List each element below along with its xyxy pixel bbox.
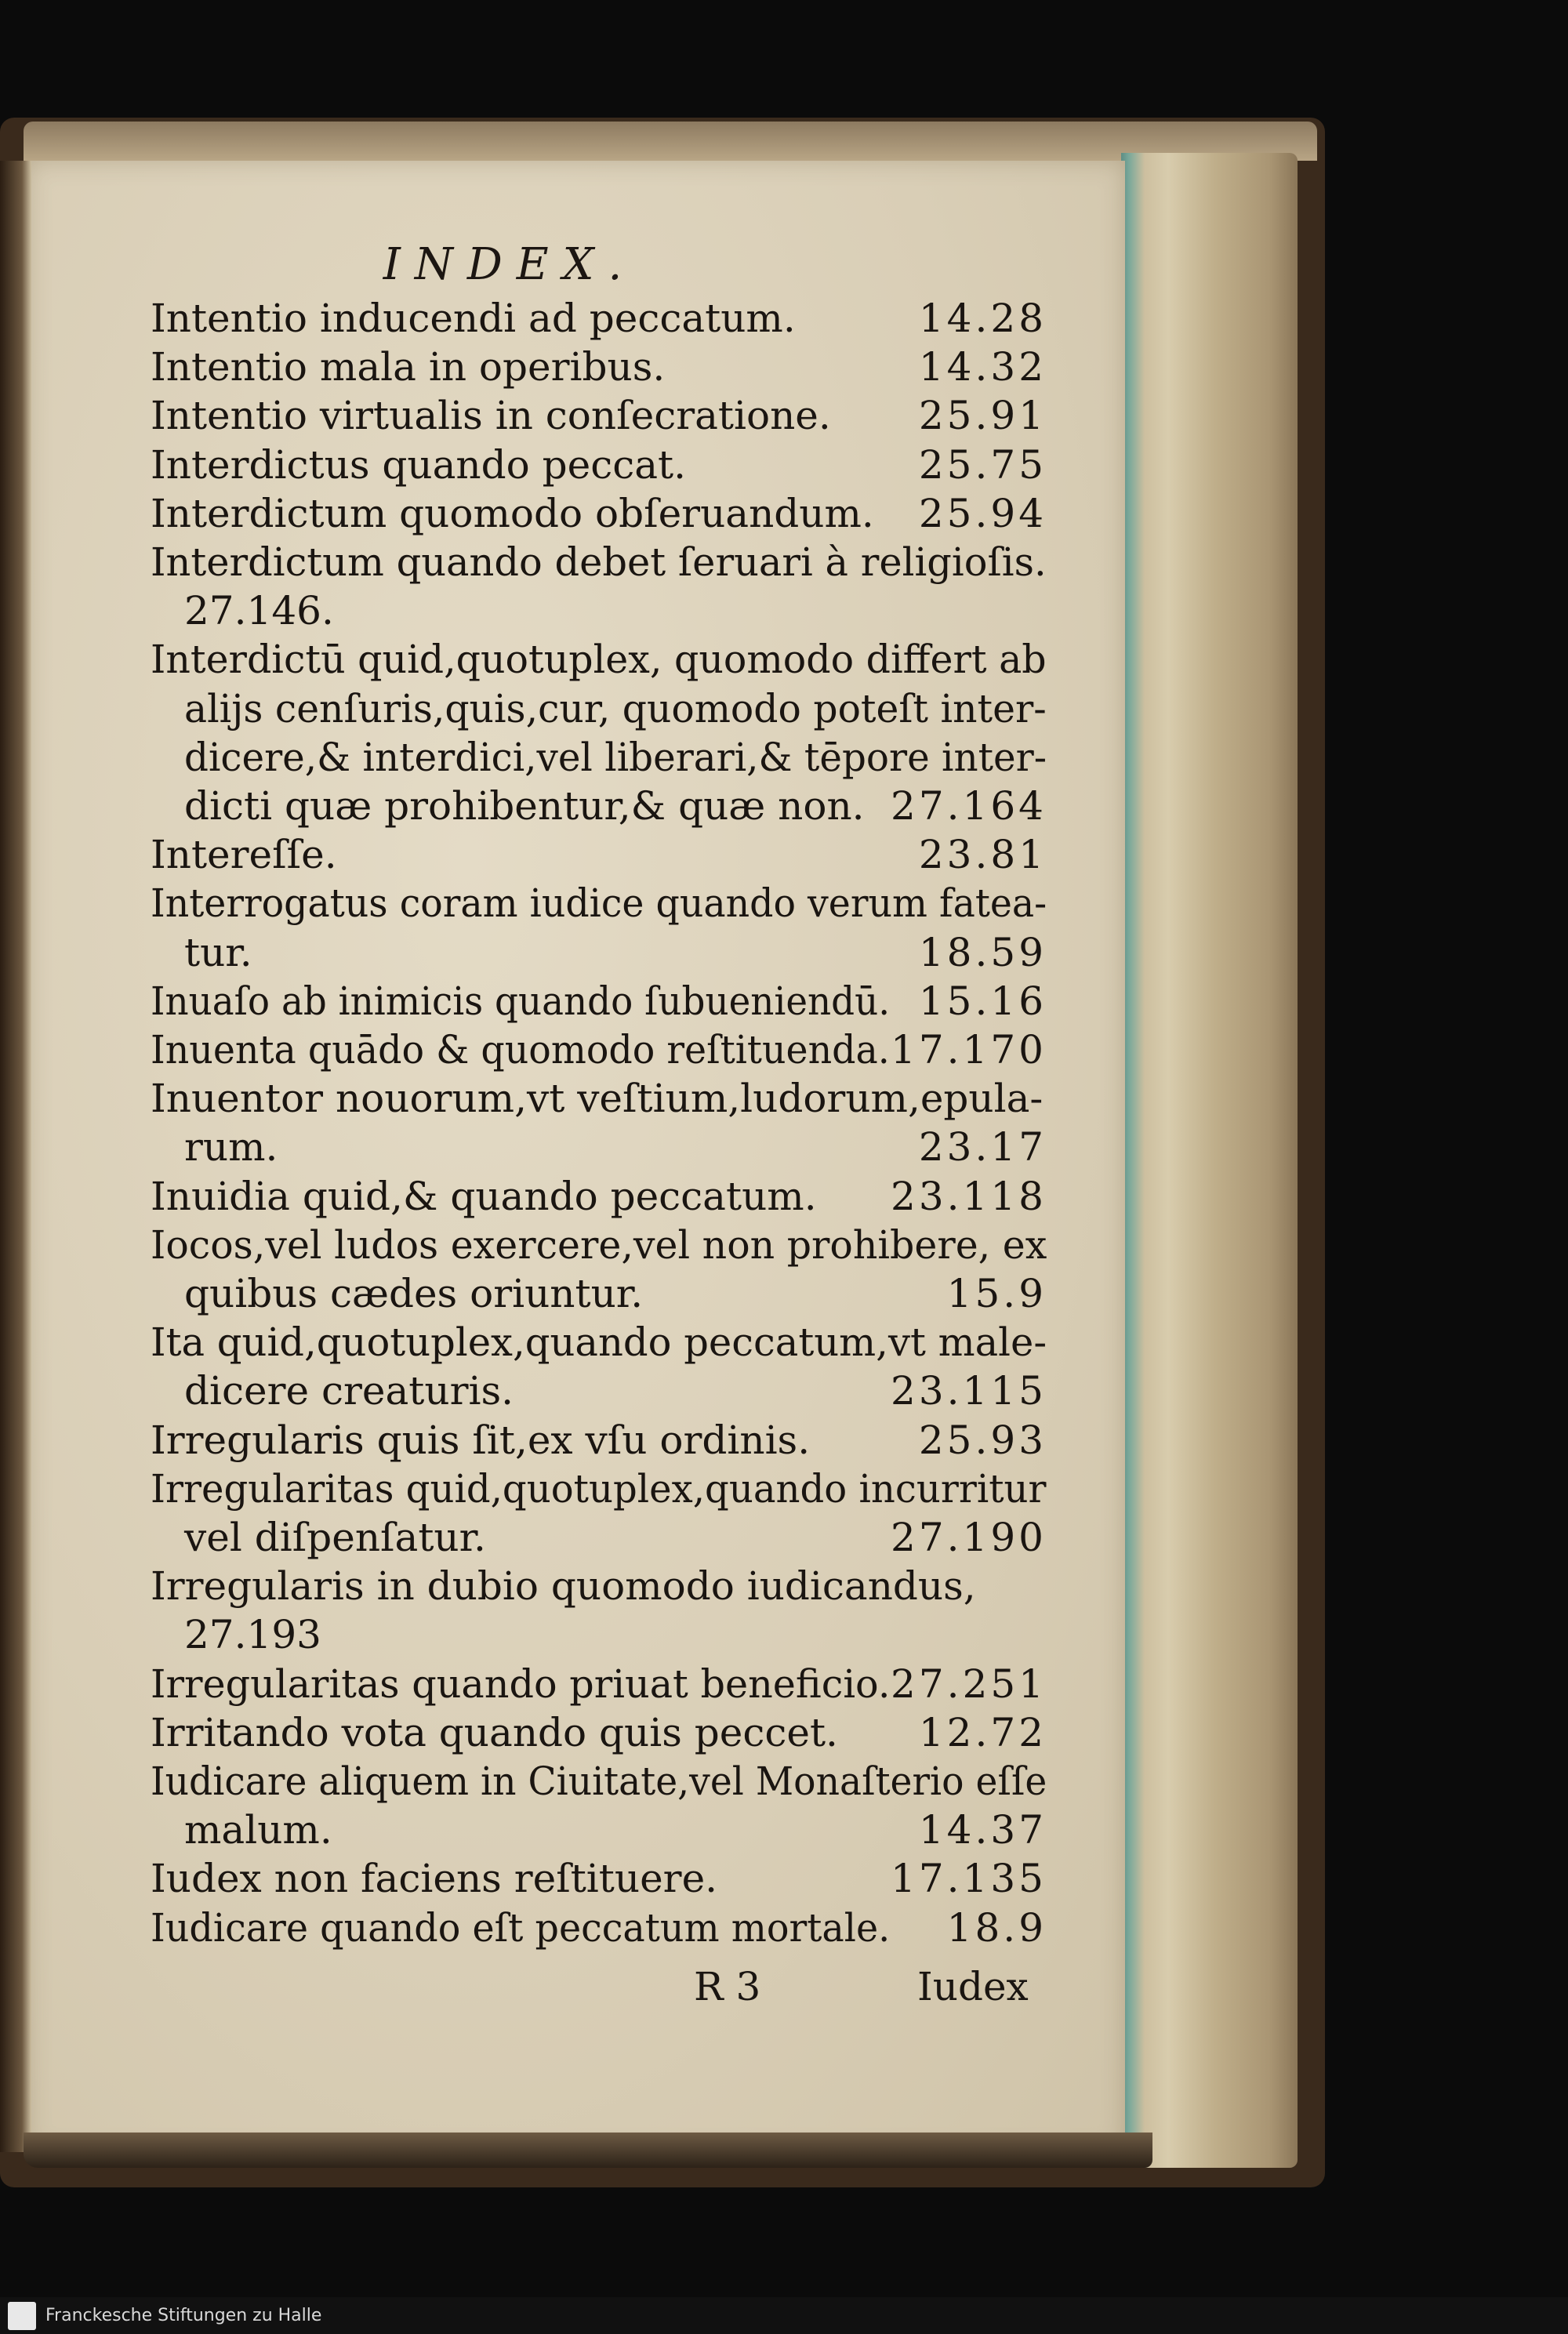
entry-text: Interdictus quando peccat. xyxy=(151,441,687,488)
index-entry xyxy=(151,879,1047,927)
catchword: Iudex xyxy=(917,1964,1029,2009)
index-entry xyxy=(151,1416,1047,1465)
index-entry xyxy=(151,1221,1047,1269)
entry-text: Ita quid,quotuplex,quando peccatum,vt male- xyxy=(151,1319,1047,1366)
index-entry xyxy=(151,441,1047,489)
index-entry xyxy=(151,977,1047,1025)
entry-text: Irritando vota quando quis peccet. xyxy=(151,1709,838,1755)
index-entry xyxy=(151,635,1047,684)
entry-page-ref: 25.94 xyxy=(918,490,1047,536)
index-entry xyxy=(151,1172,1047,1221)
entry-text: Interdictum quando debet ſeruari à religioſis. xyxy=(151,539,1047,585)
entry-text: Irregularis quis ſit,ex vſu ordinis. xyxy=(151,1417,811,1463)
page-stack-edge xyxy=(1121,153,1298,2168)
institution-logo xyxy=(8,2302,36,2330)
entry-text: Irregularitas quando priuat beneficio. xyxy=(151,1661,891,1707)
entry-page-ref: 14.32 xyxy=(918,344,1047,390)
entry-text: quibus cædes oriuntur. xyxy=(184,1271,644,1316)
entry-page-ref: 15.9 xyxy=(946,1271,1047,1316)
index-entry xyxy=(151,1708,1047,1757)
entry-text: tur. xyxy=(184,929,252,975)
index-entry xyxy=(184,1269,1047,1318)
entry-text: alijs cenſuris,quis,cur, quomodo poteſt inter- xyxy=(184,685,1047,731)
entry-text: Intentio virtualis in conſecratione. xyxy=(151,393,831,439)
entry-page-ref: 14.28 xyxy=(918,296,1047,341)
index-entry xyxy=(184,1367,1047,1415)
entry-page-ref: 23.17 xyxy=(918,1124,1047,1171)
credit-text: Franckesche Stiftungen zu Halle xyxy=(45,2306,322,2325)
index-entry xyxy=(184,1123,1047,1171)
index-entry xyxy=(151,1025,1047,1074)
entry-page-ref: 17.135 xyxy=(891,1856,1047,1902)
index-entry xyxy=(184,1513,1047,1562)
entry-text: Interrogatus coram iudice quando verum fatea- xyxy=(151,880,1047,927)
index-entry xyxy=(151,1660,1047,1708)
entry-page-ref: 25.75 xyxy=(918,441,1047,488)
entry-text: dicere,& interdici,vel liberari,& tēpore inter- xyxy=(184,734,1047,780)
entry-page-ref: 23.81 xyxy=(918,832,1047,878)
index-entry xyxy=(184,684,1047,733)
entry-text: Interdictum quomodo obſeruandum. xyxy=(151,490,874,536)
entry-page-ref: 18.9 xyxy=(946,1904,1047,1951)
entry-text: 27.146. xyxy=(184,588,334,634)
entry-page-ref: 25.93 xyxy=(918,1417,1047,1463)
index-entry xyxy=(151,1465,1047,1513)
entry-text: Intereſſe. xyxy=(151,832,337,878)
entry-text: Iudex non faciens reſtituere. xyxy=(151,1856,718,1902)
entry-text: Intentio mala in operibus. xyxy=(151,344,666,390)
entry-page-ref: 23.115 xyxy=(891,1368,1047,1414)
entry-page-ref: 14.37 xyxy=(918,1807,1047,1853)
entry-text: Inuidia quid,& quando peccatum. xyxy=(151,1173,817,1219)
index-entry xyxy=(151,1562,1047,1610)
entry-text: rum. xyxy=(184,1124,278,1171)
index-entry xyxy=(184,1610,1047,1659)
index-entry xyxy=(151,1904,1047,1952)
index-entry xyxy=(184,586,1047,635)
entry-text: Irregularitas quid,quotuplex,quando incurritur xyxy=(151,1465,1047,1512)
index-entry xyxy=(151,538,1047,586)
index-entry xyxy=(184,1806,1047,1854)
entry-page-ref: 18.59 xyxy=(918,929,1047,975)
index-entry xyxy=(184,782,1047,830)
entry-page-ref: 17.170 xyxy=(891,1027,1047,1073)
entry-text: Iocos,vel ludos exercere,vel non prohibere, ex xyxy=(151,1221,1047,1268)
index-entry xyxy=(151,489,1047,538)
index-entry xyxy=(151,391,1047,440)
entry-text: Irregularis in dubio quomodo iudicandus, xyxy=(151,1563,976,1610)
entry-text: malum. xyxy=(184,1807,332,1853)
entry-text: Iudicare aliquem in Ciuitate,vel Monaſterio eſſe xyxy=(151,1759,1047,1804)
entry-text: Inuenta quādo & quomodo reſtituenda. xyxy=(151,1027,890,1073)
entry-text: Iudicare quando eſt peccatum mortale. xyxy=(151,1904,891,1951)
signature-mark: R 3 xyxy=(694,1964,761,2009)
entry-text: Interdictū quid,quotuplex, quomodo differt ab xyxy=(151,637,1047,683)
entry-page-ref: 23.118 xyxy=(891,1173,1047,1219)
entry-page-ref: 27.251 xyxy=(891,1661,1047,1707)
index-entry xyxy=(184,928,1047,977)
index-entry xyxy=(151,343,1047,391)
entry-text: dicere creaturis. xyxy=(184,1368,514,1414)
entry-page-ref: 25.91 xyxy=(918,393,1047,439)
entry-text: Inuaſo ab inimicis quando ſubueniendū. xyxy=(151,978,891,1024)
index-entry xyxy=(151,1854,1047,1903)
entry-text: Inuentor nouorum,vt veſtium,ludorum,epula- xyxy=(151,1076,1044,1122)
entry-page-ref: 27.190 xyxy=(891,1515,1047,1560)
index-entry xyxy=(151,294,1047,343)
entry-text: 27.193 xyxy=(184,1612,321,1658)
entry-text: Intentio inducendi ad peccatum. xyxy=(151,296,796,341)
index-entry xyxy=(151,830,1047,879)
entry-page-ref: 27.164 xyxy=(891,783,1047,829)
index-entry xyxy=(184,733,1047,782)
index-entry xyxy=(151,1757,1047,1806)
entry-page-ref: 12.72 xyxy=(918,1709,1047,1755)
index-entry xyxy=(151,1318,1047,1367)
running-head: INDEX. xyxy=(383,239,637,290)
entry-text: dicti quæ prohibentur,& quæ non. xyxy=(184,783,865,829)
entry-text: vel diſpenſatur. xyxy=(184,1515,486,1560)
index-entry xyxy=(151,1074,1047,1123)
entry-page-ref: 15.16 xyxy=(918,978,1047,1024)
